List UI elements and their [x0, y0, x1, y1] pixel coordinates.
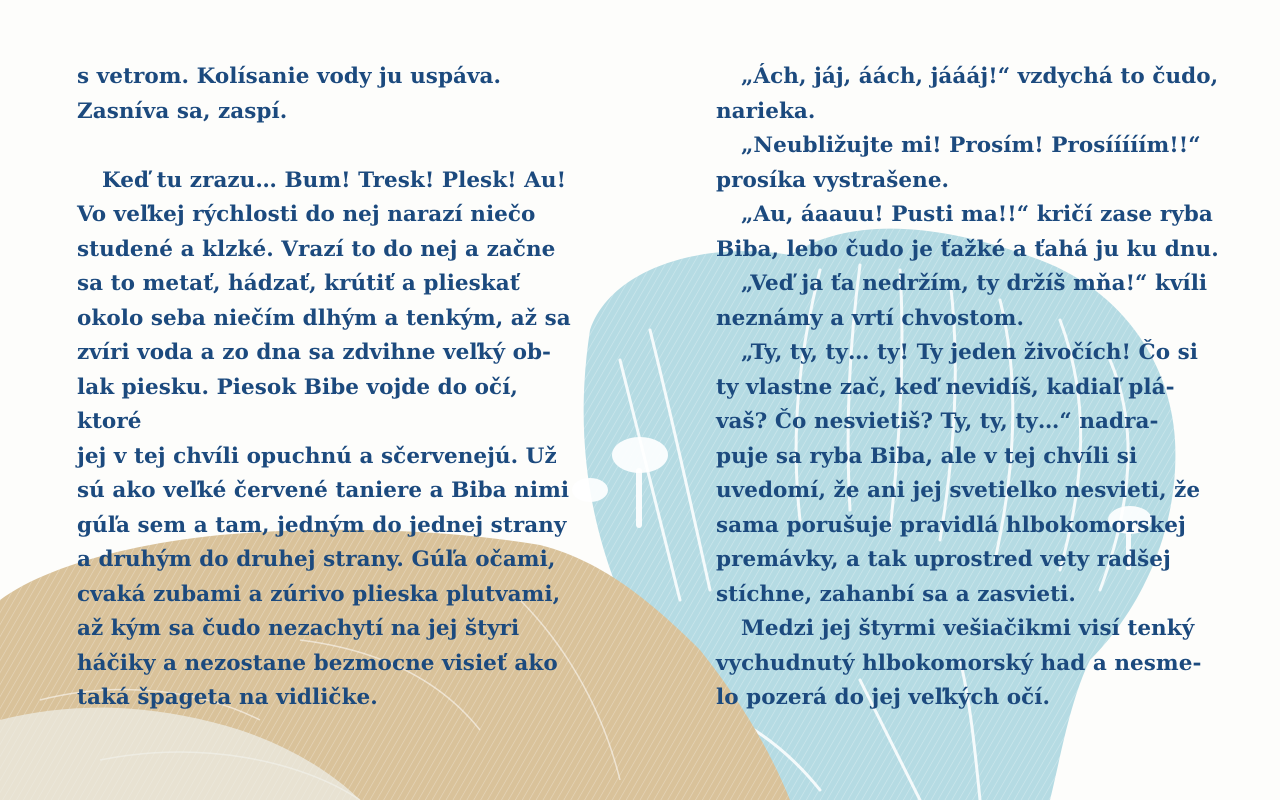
right-paragraph-3: „Au, áaauu! Pusti ma!!“ kričí zase ryba Biba, lebo čudo je ťažké a ťahá ju ku dnu.: [716, 202, 1219, 262]
right-paragraph-5: „Ty, ty, ty… ty! Ty jeden živočích! Čo si ty vlastne zač, keď nevidíš, kadiaľ plá- vaš? Čo nesvietiš? Ty, ty, ty…“ nadra- puje sa ryba Biba, ale v tej chvíli si uvedomí, že ani jej svetielko nesvieti, že sama porušuje pravidlá hlbokomorskej premávky, a tak uprostred vety radšej stíchne, zahanbí sa a zasvieti.: [716, 340, 1201, 607]
right-page-text: [716, 60, 1226, 716]
right-paragraph-4: „Veď ja ťa nedržím, ty držíš mňa!“ kvíli neznámy a vrtí chvostom.: [716, 271, 1208, 331]
left-paragraph-1: s vetrom. Kolísanie vody ju uspáva. Zasníva sa, zaspí.: [77, 64, 502, 124]
right-paragraph-6: Medzi jej štyrmi vešiačikmi visí tenký vychudnutý hlbokomorský had a nesme- lo pozerá do jej veľkých očí.: [716, 616, 1202, 710]
left-page-text: [77, 60, 577, 716]
paragraph-gap: [77, 129, 577, 164]
left-paragraph-2: Keď tu zrazu… Bum! Tresk! Plesk! Au! Vo veľkej rýchlosti do nej narazí niečo studené a klzké. Vrazí to do nej a začne sa to metať, hádzať, krútiť a plieskať okolo seba niečím dlhým a tenkým, až sa zvíri voda a zo dna sa zdvihne veľký ob- lak piesku. Piesok Bibe vojde do očí, ktoré jej v tej chvíli opuchnú a sčervenejú. Už sú ako veľké červené taniere a Biba nimi gúľa sem a tam, jedným do jednej strany a druhým do druhej strany. Gúľa očami, cvaká zubami a zúrivo plieska plutvami, až kým sa čudo nezachytí na jej štyri háčiky a nezostane bezmocne visieť ako taká špageta na vidličke.: [77, 167, 571, 710]
right-paragraph-2: „Neubližujte mi! Prosím! Prosííííím!!“ prosíka vystrašene.: [716, 133, 1201, 193]
right-paragraph-1: „Ách, jáj, áách, jáááj!“ vzdychá to čudo, narieka.: [716, 64, 1219, 124]
